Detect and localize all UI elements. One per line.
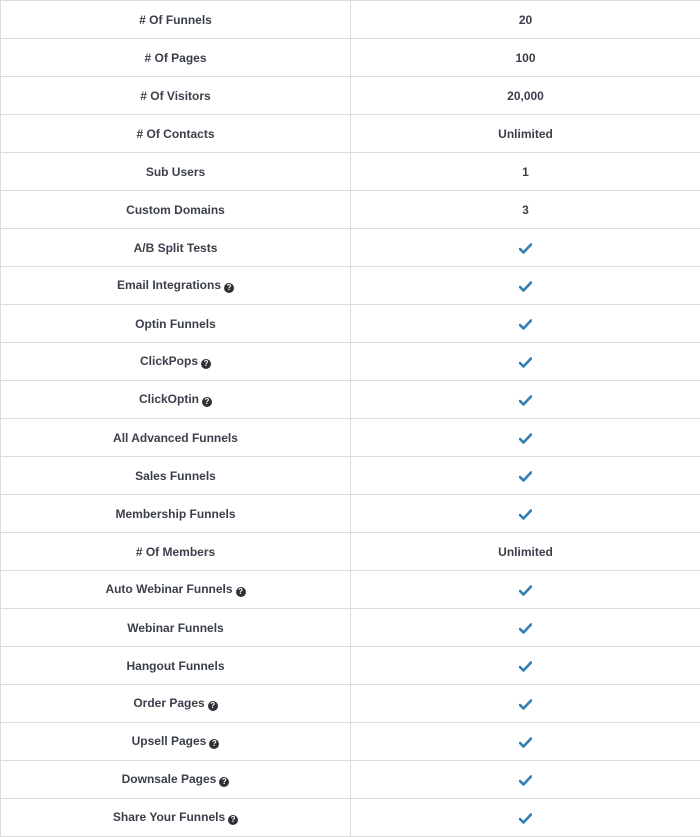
feature-label-cell (1, 457, 351, 495)
feature-label-cell (1, 1, 351, 39)
feature-value-cell (351, 343, 700, 381)
table-row (1, 153, 700, 191)
feature-label: # Of Visitors (140, 89, 210, 103)
help-icon[interactable]: ? (224, 283, 234, 293)
feature-value-cell (351, 609, 700, 647)
help-icon[interactable]: ? (236, 587, 246, 597)
feature-value-cell (351, 647, 700, 685)
feature-label: ClickOptin (139, 392, 199, 406)
feature-value-cell (351, 723, 700, 761)
feature-label: # Of Members (136, 545, 215, 559)
check-icon (519, 813, 532, 824)
check-icon (519, 471, 532, 482)
help-icon[interactable]: ? (208, 701, 218, 711)
feature-value: 3 (522, 203, 529, 217)
feature-label-cell (1, 229, 351, 267)
feature-label: Sub Users (146, 165, 205, 179)
feature-label-cell (1, 761, 351, 799)
table-row (1, 115, 700, 153)
feature-label: Webinar Funnels (127, 621, 223, 635)
feature-label-cell (1, 191, 351, 229)
feature-value: 1 (522, 165, 529, 179)
table-row (1, 77, 700, 115)
feature-value-cell (351, 419, 700, 457)
feature-value-cell (351, 799, 700, 837)
table-row (1, 685, 700, 723)
help-icon[interactable]: ? (201, 359, 211, 369)
feature-label: Order Pages (133, 696, 204, 710)
help-icon[interactable]: ? (219, 777, 229, 787)
table-row (1, 229, 700, 267)
table-row (1, 39, 700, 77)
table-row (1, 381, 700, 419)
check-icon (519, 737, 532, 748)
feature-label: Hangout Funnels (127, 659, 225, 673)
table-row (1, 571, 700, 609)
feature-label-cell (1, 571, 351, 609)
feature-value: 100 (515, 51, 535, 65)
feature-label: Sales Funnels (135, 469, 216, 483)
check-icon (519, 357, 532, 368)
feature-value-cell (351, 381, 700, 419)
feature-label: Membership Funnels (115, 507, 235, 521)
feature-label: Email Integrations (117, 278, 221, 292)
table-row (1, 799, 700, 837)
feature-value-cell (351, 39, 700, 77)
feature-value: Unlimited (498, 545, 553, 559)
feature-label: ClickPops (140, 354, 198, 368)
table-row (1, 267, 700, 305)
feature-label-cell (1, 647, 351, 685)
feature-label: Custom Domains (126, 203, 225, 217)
feature-label: # Of Pages (144, 51, 206, 65)
feature-label: Optin Funnels (135, 317, 216, 331)
feature-label-cell (1, 685, 351, 723)
table-row (1, 1, 700, 39)
feature-label-cell (1, 799, 351, 837)
feature-label-cell (1, 495, 351, 533)
help-icon[interactable]: ? (202, 397, 212, 407)
table-row (1, 761, 700, 799)
feature-value-cell (351, 495, 700, 533)
feature-label: Auto Webinar Funnels (105, 582, 232, 596)
check-icon (519, 775, 532, 786)
feature-value-cell (351, 191, 700, 229)
table-row (1, 457, 700, 495)
feature-label: Downsale Pages (122, 772, 217, 786)
table-row (1, 495, 700, 533)
feature-value-cell (351, 267, 700, 305)
feature-value-cell (351, 533, 700, 571)
check-icon (519, 699, 532, 710)
feature-label-cell (1, 267, 351, 305)
feature-label-cell (1, 533, 351, 571)
feature-label: A/B Split Tests (134, 241, 218, 255)
feature-value-cell (351, 115, 700, 153)
feature-value: Unlimited (498, 127, 553, 141)
table-row (1, 343, 700, 381)
feature-value-cell (351, 685, 700, 723)
table-row (1, 723, 700, 761)
feature-value-cell (351, 571, 700, 609)
feature-label: Upsell Pages (132, 734, 207, 748)
table-row (1, 419, 700, 457)
feature-value-cell (351, 77, 700, 115)
feature-label: # Of Contacts (136, 127, 214, 141)
check-icon (519, 281, 532, 292)
help-icon[interactable]: ? (209, 739, 219, 749)
feature-label-cell (1, 609, 351, 647)
feature-label: # Of Funnels (139, 13, 212, 27)
feature-label: Share Your Funnels (113, 810, 225, 824)
feature-value-cell (351, 761, 700, 799)
table-row (1, 191, 700, 229)
feature-label-cell (1, 305, 351, 343)
check-icon (519, 509, 532, 520)
check-icon (519, 433, 532, 444)
table-row (1, 533, 700, 571)
features-table-body (1, 1, 700, 837)
feature-label-cell (1, 77, 351, 115)
table-row (1, 609, 700, 647)
table-row (1, 647, 700, 685)
check-icon (519, 585, 532, 596)
feature-label-cell (1, 419, 351, 457)
feature-label-cell (1, 343, 351, 381)
feature-label-cell (1, 39, 351, 77)
help-icon[interactable]: ? (228, 815, 238, 825)
check-icon (519, 395, 532, 406)
feature-label-cell (1, 115, 351, 153)
feature-label-cell (1, 723, 351, 761)
feature-value-cell (351, 457, 700, 495)
check-icon (519, 243, 532, 254)
feature-value: 20,000 (507, 89, 544, 103)
feature-value-cell (351, 229, 700, 267)
feature-value-cell (351, 1, 700, 39)
feature-label-cell (1, 381, 351, 419)
check-icon (519, 319, 532, 330)
check-icon (519, 623, 532, 634)
feature-value-cell (351, 153, 700, 191)
check-icon (519, 661, 532, 672)
feature-value: 20 (519, 13, 532, 27)
table-row (1, 305, 700, 343)
feature-label: All Advanced Funnels (113, 431, 238, 445)
feature-label-cell (1, 153, 351, 191)
feature-value-cell (351, 305, 700, 343)
